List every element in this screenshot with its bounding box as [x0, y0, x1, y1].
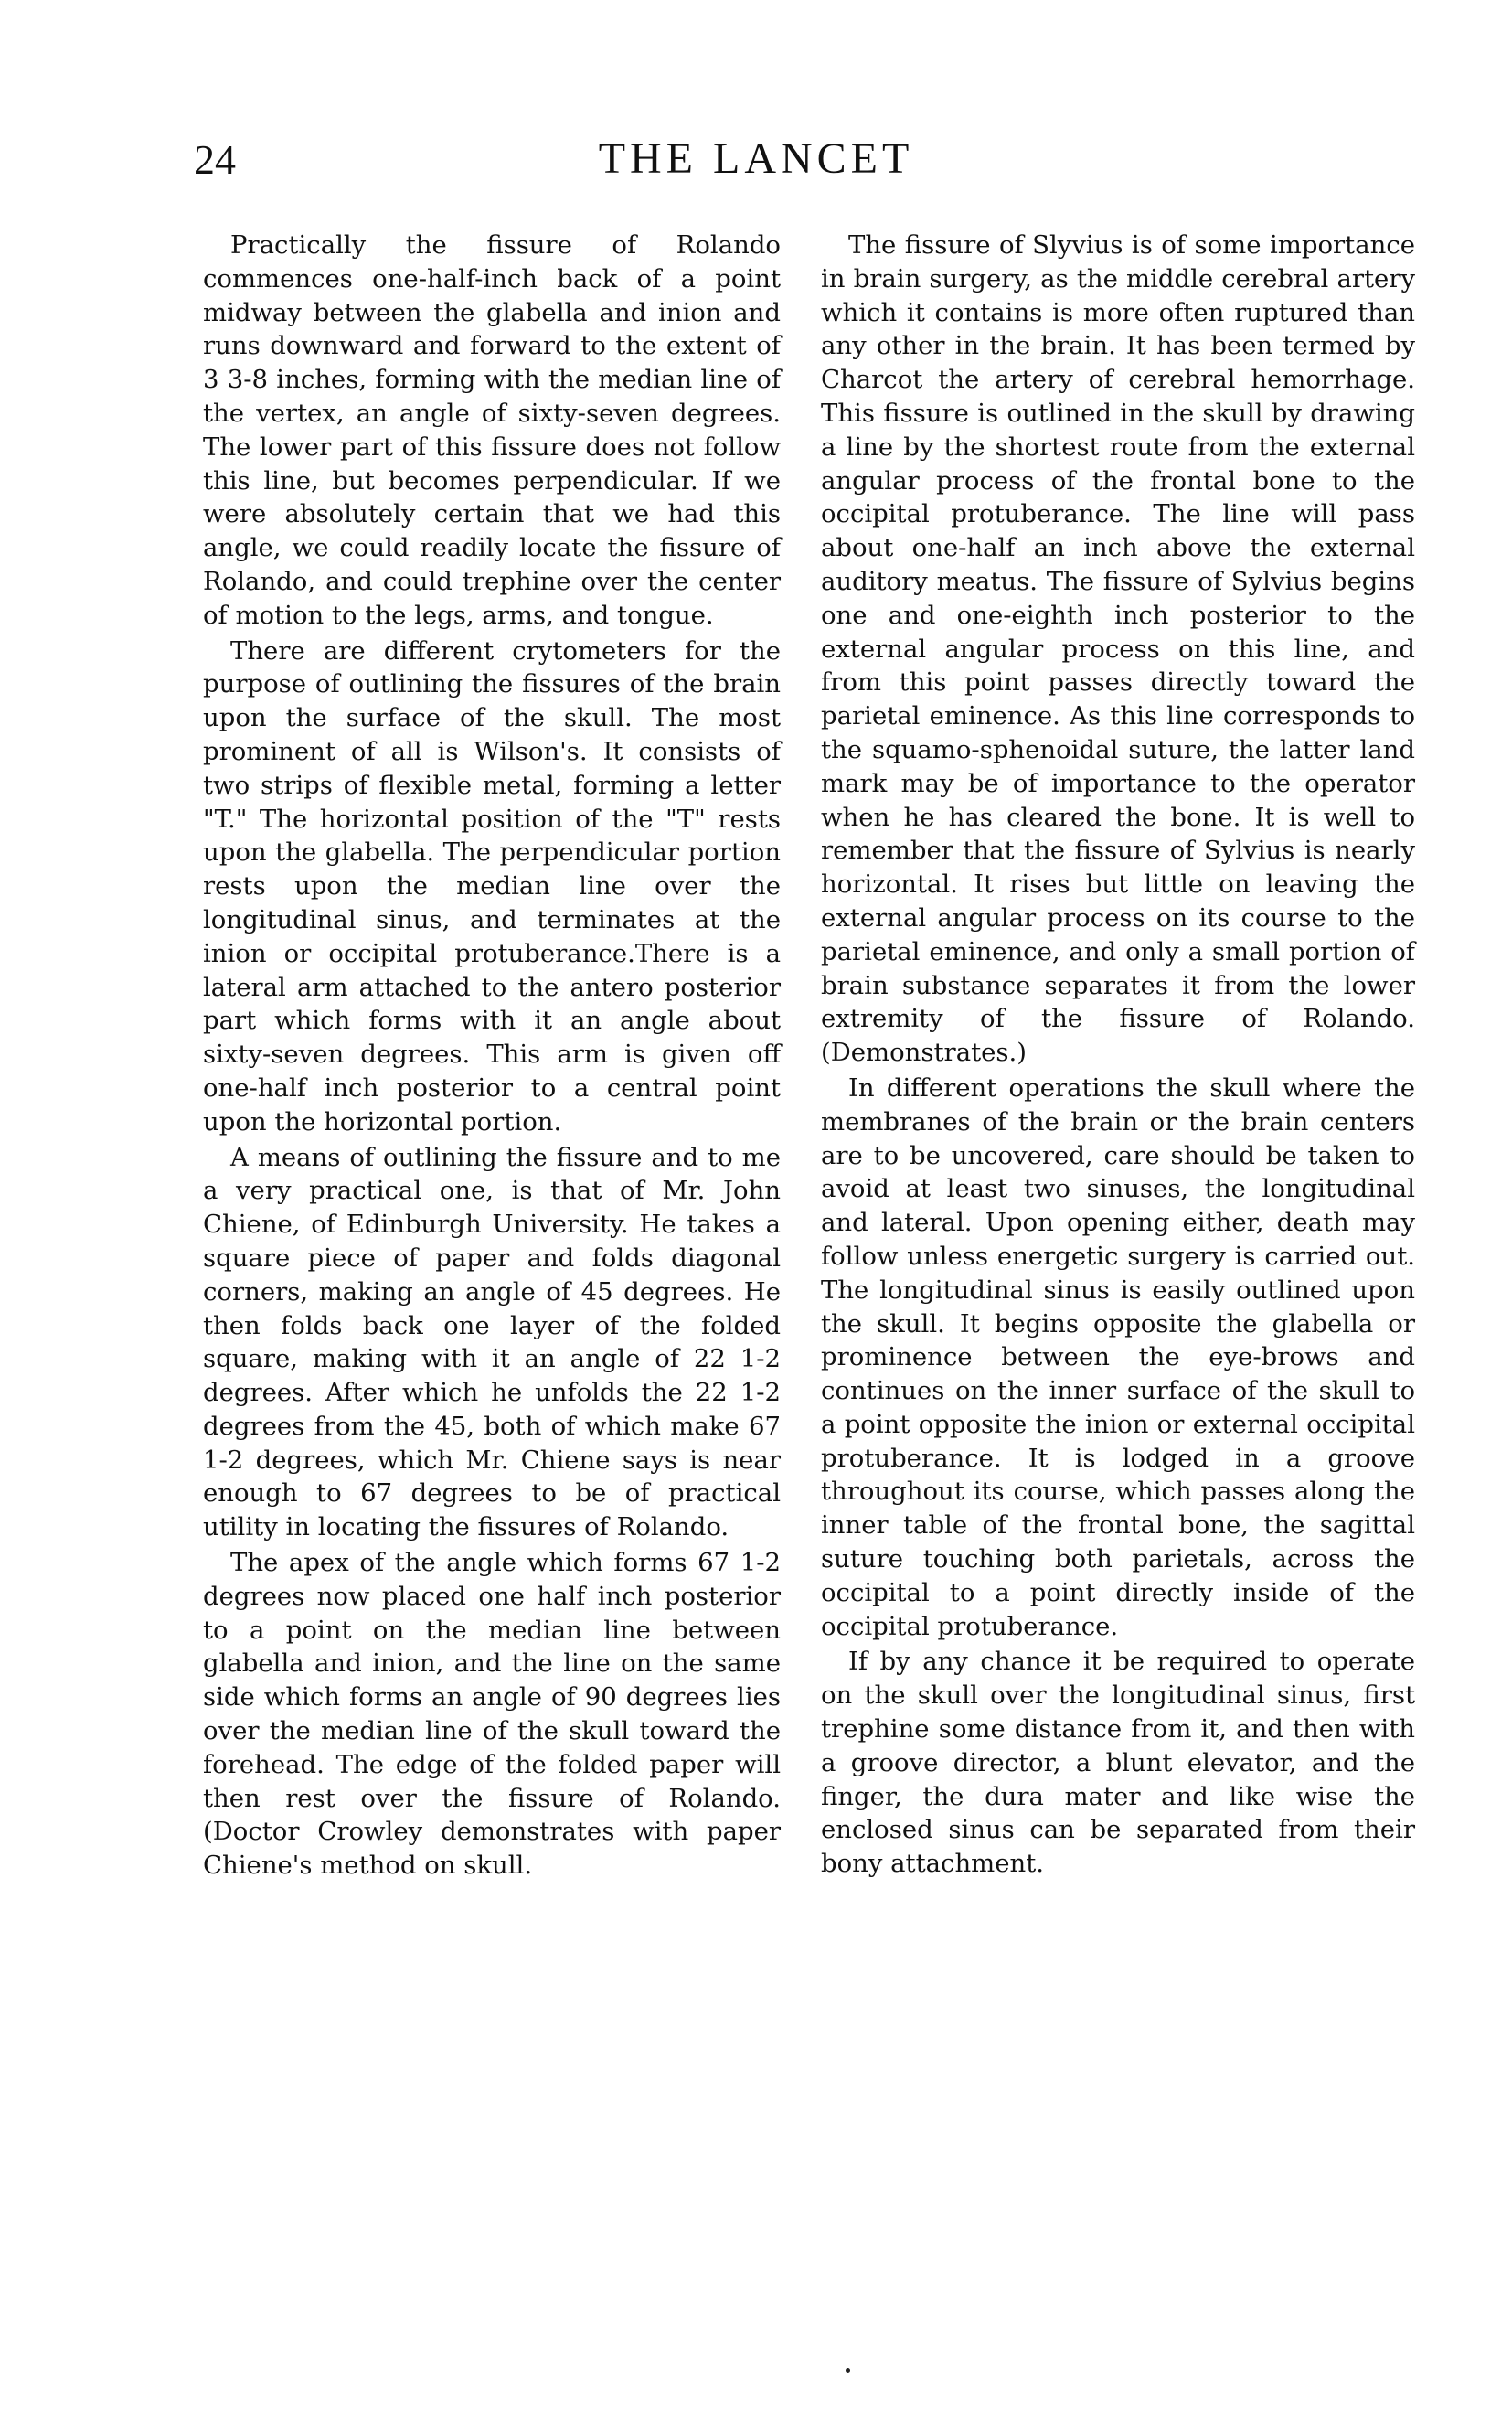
- paragraph: The fissure of Slyvius is of some importance in brain surgery, as the middle cerebral artery which it contains is more often ruptured than any other in the brain. It has been termed by Charcot the artery of cerebral hemorrhage. This fissure is outlined in the skull by drawing a line by the shortest route from the external angular process of the frontal bone to the occipital protuberance. The line will pass about one-half an inch above the external auditory meatus. The fissure of Sylvius begins one and one-eighth inch posterior to the external angular process on this line, and from this point passes directly toward the parietal eminence. As this line corresponds to the squamo-sphenoidal suture, the latter land mark may be of importance to the operator when he has cleared the bone. It is well to remember that the fissure of Sylvius is nearly horizontal. It rises but little on leaving the external angular process on its course to the parietal eminence, and only a small portion of brain substance separates it from the lower extremity of the fissure of Rolando. (Demonstrates.): [821, 230, 1415, 1068]
- ink-speck: [846, 2368, 850, 2373]
- paragraph: If by any chance it be required to operate on the skull over the longitudinal sinus, first trephine some distance from it, and then with a groove director, a blunt elevator, and the finger, the dura mater and like wise the enclosed sinus can be separated from their bony attachment.: [821, 1647, 1415, 1879]
- paragraph: There are different crytometers for the purpose of outlining the fissures of the brain upon the surface of the skull. The most prominent of all is Wilson's. It consists of two strips of flexible metal, forming a letter "T." The horizontal position of the "T" rests upon the glabella. The perpendicular portion rests upon the median line over the longitudinal sinus, and terminates at the inion or occipital protuberance.There is a lateral arm attached to the antero posterior part which forms with it an angle about sixty-seven degrees. This arm is given off one-half inch posterior to a central point upon the horizontal portion.: [203, 635, 781, 1136]
- paragraph: In different operations the skull where the membranes of the brain or the brain centers are to be uncovered, care should be taken to avoid at least two sinuses, the longitudinal and lateral. Upon opening either, death may follow unless energetic surgery is carried out. The longitudinal sinus is easily outlined upon the skull. It begins opposite the glabella or prominence between the eye-brows and continues on the inner surface of the skull to a point opposite the inion or external occipital protuberance. It is lodged in a groove throughout its course, which passes along the inner table of the frontal bone, the sagittal suture touching both parietals, across the occipital to a point directly inside of the occipital protuberance.: [821, 1072, 1415, 1641]
- paragraph: A means of outlining the fissure and to me a very practical one, is that of Mr. John Chiene, of Edinburgh University. He takes a square piece of paper and folds diagonal corners, making an angle of 45 degrees. He then folds back one layer of the folded square, making with it an angle of 22 1-2 degrees. After which he unfolds the 22 1-2 degrees from the 45, both of which make 67 1-2 degrees, which Mr. Chiene says is near enough to 67 degrees to be of practical utility in locating the fissures of Rolando.: [203, 1142, 781, 1542]
- page-number: 24: [194, 136, 236, 183]
- right-column: [821, 229, 1415, 1883]
- running-title: THE LANCET: [598, 134, 914, 183]
- paragraph: The apex of the angle which forms 67 1-2 degrees now placed one half inch posterior to a point on the median line between glabella and inion, and the line on the same side which forms an angle of 90 degrees lies over the median line of the skull toward the forehead. The edge of the folded paper will then rest over the fissure of Rolando. (Doctor Crowley demonstrates with paper Chiene's method on skull.: [203, 1548, 781, 1881]
- paragraph: Practically the fissure of Rolando commences one-half-inch back of a point midway between the glabella and inion and runs downward and forward to the extent of 3 3-8 inches, forming with the median line of the vertex, an angle of sixty-seven degrees. The lower part of this fissure does not follow this line, but becomes perpendicular. If we were absolutely certain that we had this angle, we could readily locate the fissure of Rolando, and could trephine over the center of motion to the legs, arms, and tongue.: [203, 230, 781, 630]
- left-column: [203, 229, 781, 1884]
